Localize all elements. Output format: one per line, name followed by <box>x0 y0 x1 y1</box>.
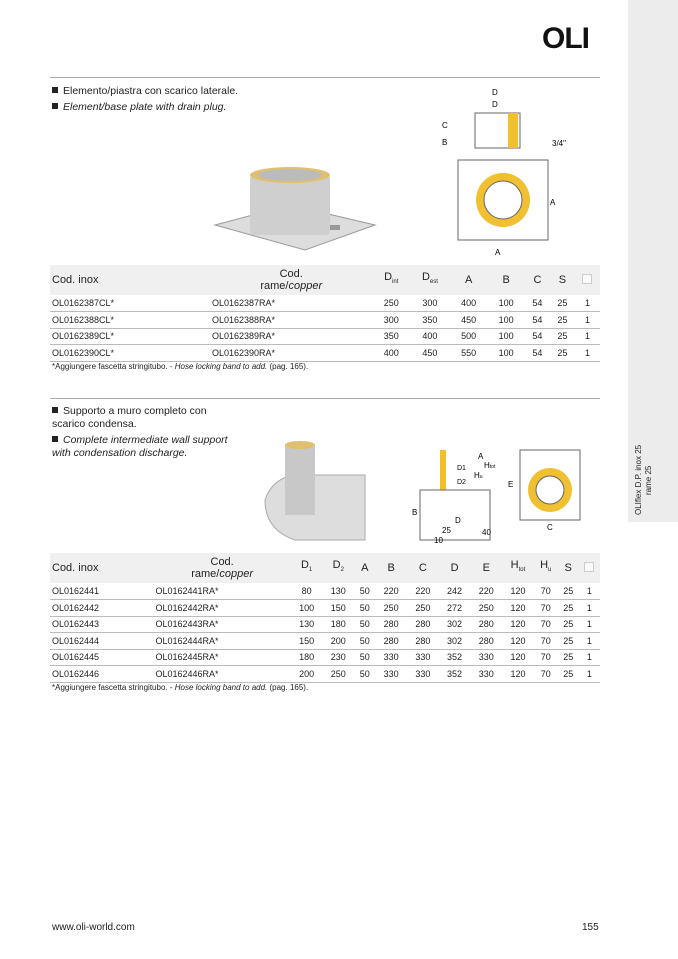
dim-b: B <box>412 508 418 517</box>
dim-c: C <box>547 523 553 532</box>
table-cell: 50 <box>354 633 375 650</box>
col-cod-inox: Cod. inox <box>50 265 210 295</box>
table-cell: 300 <box>410 295 450 312</box>
divider <box>50 398 600 399</box>
s2-technical-drawing <box>410 445 590 545</box>
table-cell: 280 <box>470 616 502 633</box>
table-cell: 25 <box>558 666 579 683</box>
table-cell: 100 <box>291 600 323 617</box>
table-cell: 250 <box>322 666 354 683</box>
col-htot: $H_{tot}$ <box>502 553 534 583</box>
table-cell: 242 <box>439 583 471 600</box>
table-row <box>50 312 600 329</box>
table-row <box>50 616 600 633</box>
s1-desc-it: Elemento/piastra con scarico laterale. <box>63 85 239 97</box>
col-c: C <box>407 553 439 583</box>
table-cell: OL0162446 <box>50 666 153 683</box>
table-cell: 80 <box>291 583 323 600</box>
table-cell: 330 <box>470 649 502 666</box>
table-cell: 120 <box>502 666 534 683</box>
table-cell: 25 <box>550 328 575 345</box>
col-s: S <box>550 265 575 295</box>
table-cell: OL0162444 <box>50 633 153 650</box>
table-cell: 120 <box>502 600 534 617</box>
table-cell: 250 <box>407 600 439 617</box>
table-cell: 50 <box>354 583 375 600</box>
col-d2: $D_2$ <box>322 553 354 583</box>
col-d1: $D_1$ <box>291 553 323 583</box>
dim-a: A <box>478 452 484 461</box>
col-b: B <box>487 265 525 295</box>
table-cell: 1 <box>575 312 600 329</box>
col-package-icon <box>575 265 600 295</box>
table-cell: 500 <box>450 328 488 345</box>
table-row <box>50 328 600 345</box>
dim-d1: D1 <box>457 465 466 472</box>
table-cell: 25 <box>558 616 579 633</box>
table-cell: 70 <box>534 633 558 650</box>
table-cell: 220 <box>375 583 407 600</box>
dim-hu: Hu <box>474 471 483 480</box>
table-cell: 400 <box>372 345 410 362</box>
col-c: C <box>525 265 550 295</box>
col-package-icon <box>579 553 600 583</box>
table-cell: OL0162442 <box>50 600 153 617</box>
s2-product-photo <box>255 440 385 545</box>
table-cell: 302 <box>439 633 471 650</box>
table-cell: 352 <box>439 666 471 683</box>
table-cell: 130 <box>322 583 354 600</box>
dim-d2: D2 <box>457 479 466 486</box>
dim-thread: 3/4" <box>552 139 566 148</box>
table-cell: OL0162445RA* <box>153 649 290 666</box>
col-b: B <box>375 553 407 583</box>
table-cell: 25 <box>558 649 579 666</box>
s1-desc-en: Element/base plate with drain plug. <box>63 101 227 113</box>
table-cell: 350 <box>410 312 450 329</box>
table-cell: OL0162444RA* <box>153 633 290 650</box>
dim-htot: Htot <box>484 461 496 470</box>
table-cell: OL0162389CL* <box>50 328 210 345</box>
table-cell: 550 <box>450 345 488 362</box>
table-cell: 1 <box>579 649 600 666</box>
dim-b: B <box>442 138 448 147</box>
table-cell: 54 <box>525 328 550 345</box>
tab-line2: rame 25 <box>644 465 653 495</box>
table-cell: 200 <box>291 666 323 683</box>
table-cell: 330 <box>407 666 439 683</box>
s1-note: *Aggiungere fascetta stringitubo. - Hose locking band to add. (pag. 165). <box>52 362 309 371</box>
table-cell: 330 <box>375 666 407 683</box>
table-cell: 180 <box>291 649 323 666</box>
table-cell: 50 <box>354 649 375 666</box>
table-cell: OL0162387RA* <box>210 295 372 312</box>
table-cell: 54 <box>525 295 550 312</box>
table-cell: 250 <box>372 295 410 312</box>
table-cell: 400 <box>450 295 488 312</box>
table-cell: 1 <box>575 295 600 312</box>
table-cell: 200 <box>322 633 354 650</box>
table-cell: OL0162446RA* <box>153 666 290 683</box>
table-header <box>50 265 600 295</box>
table-cell: 272 <box>439 600 471 617</box>
s2-desc-it: Supporto a muro completo con scarico condensa. <box>52 405 207 430</box>
table-cell: 100 <box>487 345 525 362</box>
table-cell: 230 <box>322 649 354 666</box>
col-cod-rame: Cod. rame/copper <box>210 265 372 295</box>
s1-table <box>50 265 600 362</box>
dim-a: A <box>550 198 556 207</box>
table-cell: 1 <box>579 616 600 633</box>
col-hu: $H_u$ <box>534 553 558 583</box>
s2-desc-en: Complete intermediate wall support with condensation discharge. <box>52 434 228 459</box>
table-cell: OL0162441RA* <box>153 583 290 600</box>
col-dest: $D_{est}$ <box>410 265 450 295</box>
table-cell: 50 <box>354 666 375 683</box>
table-cell: OL0162387CL* <box>50 295 210 312</box>
table-cell: 330 <box>375 649 407 666</box>
table-row <box>50 649 600 666</box>
table-cell: OL0162445 <box>50 649 153 666</box>
table-cell: 120 <box>502 583 534 600</box>
table-header <box>50 553 600 583</box>
table-cell: 220 <box>407 583 439 600</box>
dim-10: 10 <box>434 536 443 545</box>
col-a: A <box>450 265 488 295</box>
dim-e: E <box>508 480 514 489</box>
dim-40: 40 <box>482 528 491 537</box>
table-cell: 300 <box>372 312 410 329</box>
col-s: S <box>558 553 579 583</box>
col-e: E <box>470 553 502 583</box>
table-cell: 70 <box>534 666 558 683</box>
package-icon <box>584 562 594 572</box>
s1-product-photo <box>210 160 380 255</box>
page-number: 155 <box>582 922 599 933</box>
table-cell: 120 <box>502 633 534 650</box>
table-cell: 54 <box>525 312 550 329</box>
table-cell: 1 <box>579 633 600 650</box>
table-cell: 100 <box>487 312 525 329</box>
table-cell: 25 <box>558 583 579 600</box>
col-d: D <box>439 553 471 583</box>
table-cell: 25 <box>558 633 579 650</box>
table-cell: 330 <box>470 666 502 683</box>
table-cell: 70 <box>534 600 558 617</box>
table-row <box>50 583 600 600</box>
section-tab-label <box>634 440 674 520</box>
table-cell: 1 <box>579 583 600 600</box>
divider <box>50 77 600 78</box>
table-cell: 352 <box>439 649 471 666</box>
table-cell: 70 <box>534 583 558 600</box>
table-cell: 280 <box>375 633 407 650</box>
col-a: A <box>354 553 375 583</box>
table-cell: 25 <box>550 345 575 362</box>
table-cell: 50 <box>354 616 375 633</box>
table-row <box>50 600 600 617</box>
oli-logo: OLI <box>542 22 589 55</box>
table-cell: 150 <box>291 633 323 650</box>
table-cell: OL0162390CL* <box>50 345 210 362</box>
table-row <box>50 345 600 362</box>
table-cell: 70 <box>534 649 558 666</box>
dim-d: D <box>455 516 461 525</box>
table-cell: 302 <box>439 616 471 633</box>
dim-dest: D <box>492 88 498 97</box>
table-cell: 70 <box>534 616 558 633</box>
table-cell: OL0162388CL* <box>50 312 210 329</box>
s2-table <box>50 553 600 683</box>
table-cell: OL0162443RA* <box>153 616 290 633</box>
table-cell: 450 <box>410 345 450 362</box>
table-cell: 280 <box>470 633 502 650</box>
dim-25: 25 <box>442 526 451 535</box>
table-cell: 100 <box>487 328 525 345</box>
package-icon <box>582 274 592 284</box>
s2-note: *Aggiungere fascetta stringitubo. - Hose locking band to add. (pag. 165). <box>52 683 309 692</box>
table-cell: OL0162390RA* <box>210 345 372 362</box>
table-cell: 280 <box>407 633 439 650</box>
table-cell: OL0162389RA* <box>210 328 372 345</box>
table-row <box>50 666 600 683</box>
col-dint: $D_{int}$ <box>372 265 410 295</box>
table-cell: 450 <box>450 312 488 329</box>
tab-line1: OLIflex D.P. inox 25 <box>634 444 643 516</box>
table-cell: 1 <box>579 600 600 617</box>
table-cell: 130 <box>291 616 323 633</box>
table-cell: 330 <box>407 649 439 666</box>
table-cell: 1 <box>575 328 600 345</box>
table-cell: 100 <box>487 295 525 312</box>
table-row <box>50 295 600 312</box>
table-cell: 250 <box>470 600 502 617</box>
table-cell: OL0162443 <box>50 616 153 633</box>
table-cell: 350 <box>372 328 410 345</box>
table-cell: 50 <box>354 600 375 617</box>
table-row <box>50 633 600 650</box>
table-cell: 120 <box>502 649 534 666</box>
dim-dint: D <box>492 100 498 109</box>
dim-c: C <box>442 121 448 130</box>
table-cell: OL0162388RA* <box>210 312 372 329</box>
table-cell: 280 <box>375 616 407 633</box>
table-cell: 54 <box>525 345 550 362</box>
table-cell: 1 <box>575 345 600 362</box>
s1-technical-drawing <box>430 85 590 260</box>
table-cell: 280 <box>407 616 439 633</box>
s2-description <box>52 405 242 460</box>
table-cell: 25 <box>550 312 575 329</box>
table-cell: 120 <box>502 616 534 633</box>
table-cell: 400 <box>410 328 450 345</box>
table-cell: 180 <box>322 616 354 633</box>
table-cell: 25 <box>550 295 575 312</box>
col-cod-rame: Cod. rame/copper <box>153 553 290 583</box>
footer-url[interactable]: www.oli-world.com <box>52 922 135 933</box>
table-cell: OL0162441 <box>50 583 153 600</box>
dim-a2: A <box>495 248 501 257</box>
s1-description <box>52 85 242 114</box>
table-cell: 25 <box>558 600 579 617</box>
table-cell: 220 <box>470 583 502 600</box>
table-cell: 250 <box>375 600 407 617</box>
table-cell: 1 <box>579 666 600 683</box>
table-cell: OL0162442RA* <box>153 600 290 617</box>
col-cod-inox: Cod. inox <box>50 553 153 583</box>
table-cell: 150 <box>322 600 354 617</box>
